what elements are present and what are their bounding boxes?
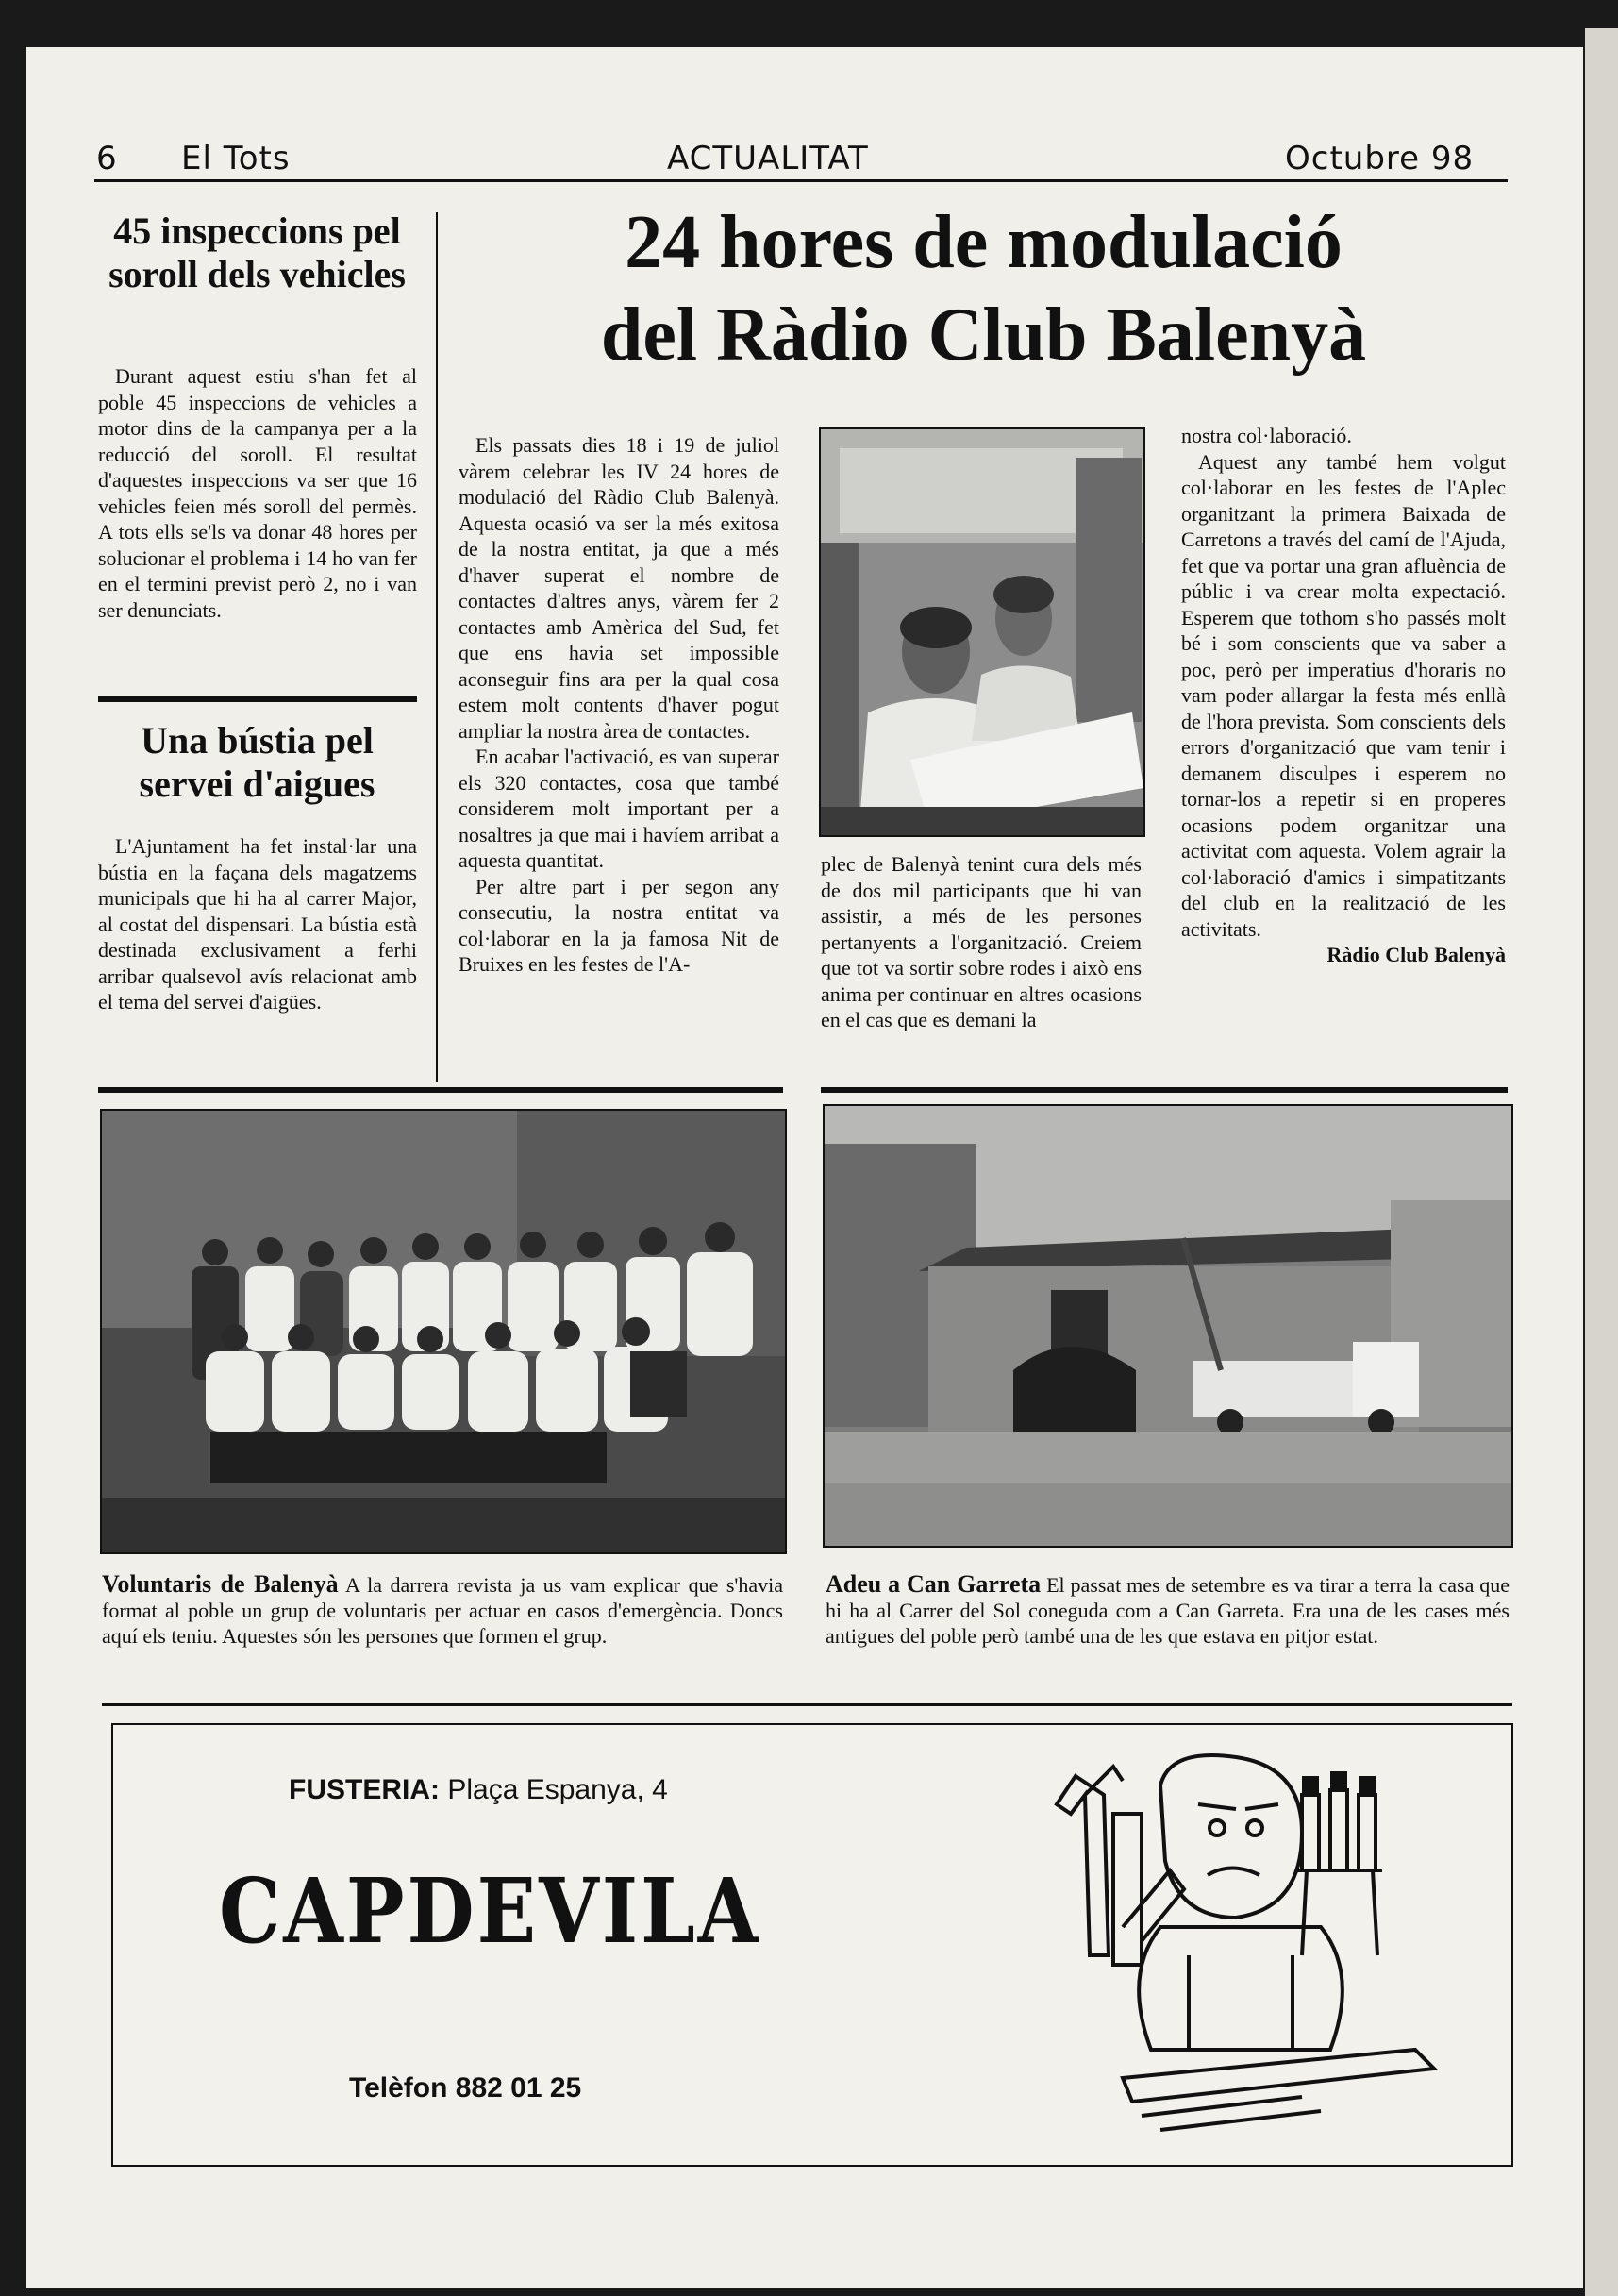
bustia-headline: Una bústia pel servei d'aigues [139, 719, 375, 805]
radio-column-3 [1181, 423, 1506, 968]
ad-phone: Telèfon 882 01 25 [349, 2072, 582, 2103]
adjacent-page-edge [1585, 28, 1618, 2296]
voluntaris-caption [102, 1571, 783, 1649]
soroll-body: Durant aquest estiu s'han fet al poble 45 inspeccions de vehicles a motor dins de la campanya per a la reducció del soroll. El resultat d'aquestes inspeccions va ser que 16 vehicles feien més soroll del permès. A tots ells se'ls va donar 48 hores per solucionar el problema i 14 ho van fer en el termini previst però 2, no i van ser denunciats. [98, 364, 417, 622]
soroll-article [98, 363, 417, 623]
radio-col3-paragraph: Aquest any també hem volgut col·laborar en les festes de l'Aplec organitzant la primera Baixada de Carretons a través del camí de l'Ajuda, fet que va portar una gran afluència de públic i va crear molta expectació. Esperem que tothom s'ho passés molt bé i som conscients que va saber a poc, però per imperatius d'horaris no vam poder allargar la festa més enllà de l'hora prevista. Som conscients dels errors d'organització que vam tenir i demanem disculpes i esperem no tornar-los a repetir si en properes ocasions podem organitzar una activitat com aquesta. Volem agrair la col·laboració d'amics i simpatitzants del club en la realització de les activitats. [1181, 449, 1506, 941]
radio-headline [453, 196, 1514, 381]
ad-brand: CAPDEVILA [219, 1859, 761, 1965]
issue-date: Octubre 98 [1285, 140, 1475, 177]
capdevila-advertisement [111, 1723, 1513, 2167]
radio-column-2 [821, 851, 1142, 1033]
radio-operators-photo [819, 427, 1145, 837]
radio-paragraph-2: En acabar l'activació, es van superar els 320 contactes, cosa que també considerem molt important per a nosaltres ja que mai i havíem arribat a aquesta quantitat. [459, 745, 779, 872]
bustia-body: L'Ajuntament ha fet instal·lar una bústia en la façana dels magatzems municipals que hi ha al carrer Major, al costat del dispensari. La bústia està destinada exclusivament a ferhi arribar qualsevol avís relacionat amb el tema del servei d'aigües. [98, 834, 417, 1014]
garreta-caption-title: Adeu a Can Garreta [826, 1570, 1042, 1598]
voluntaris-caption-title: Voluntaris de Balenyà [102, 1570, 339, 1598]
ad-top-rule [102, 1703, 1512, 1706]
radio-headline-line1: 24 hores de modulació [625, 201, 1343, 284]
voluntaris-group-photo [100, 1109, 787, 1554]
publication-name: El Tots [181, 140, 291, 177]
ad-address-line [289, 1774, 668, 1806]
radio-col2-text: plec de Balenyà tenint cura dels més de dos mil participants que hi van assistir, a més de les persones pertanyents a l'organització. Creiem que tot va sortir sobre rodes i això ens anima per continuar en altres ocasions en el cas que es demani la [821, 852, 1142, 1031]
bustia-article [98, 833, 417, 1015]
radio-col3-start: nostra col·laboració. [1181, 424, 1352, 447]
garreta-caption-text: El passat mes de setembre es va tirar a terra la casa que hi ha al Carrer del Sol coneguda com a Can Garreta. Era una de les cases més antigues del poble però també una de les que estava en pitjor estat. [826, 1573, 1510, 1648]
column-divider [436, 212, 438, 1082]
radio-column-1 [459, 432, 779, 978]
radio-headline-line2: del Ràdio Club Balenyà [600, 293, 1367, 377]
radio-paragraph-3: Per altre part i per segon any consecutiu, la nostra entitat va col·laborar en la ja famosa Nit de Bruixes en les festes de l'A- [459, 874, 779, 976]
garreta-caption [826, 1571, 1510, 1649]
ad-address: Plaça Espanya, 4 [440, 1774, 668, 1805]
photo-rule-right [821, 1087, 1508, 1093]
voluntaris-caption-text: A la darrera revista ja us vam explicar que s'havia format al poble un grup de voluntaris per actuar en casos d'emergència. Doncs aquí els teniu. Aquestes són les persones que formen el grup. [102, 1573, 784, 1648]
header-rule [94, 179, 1508, 182]
column-rule [98, 696, 417, 702]
section-title: ACTUALITAT [667, 140, 869, 177]
soroll-headline: 45 inspeccions pel soroll dels vehicles [108, 209, 406, 295]
can-garreta-photo [823, 1104, 1513, 1548]
photo-rule-left [98, 1087, 783, 1093]
radio-signature: Ràdio Club Balenyà [1326, 943, 1506, 966]
ad-label: FUSTERIA: [289, 1774, 440, 1805]
carpenter-illustration [1019, 1738, 1453, 2154]
page-number: 6 [96, 140, 118, 177]
radio-paragraph-1: Els passats dies 18 i 19 de juliol vàrem celebrar les IV 24 hores de modulació del Ràdio Club Balenyà. Aquesta ocasió va ser la més exitosa de la nostra entitat, ja que a més d'haver superat el nombre de contactes d'altres anys, vàrem fer 2 contactes amb Amèrica del Sud, fet que ens havia set impossible aconseguir fins ara per la qual cosa estem molt contents d'haver pogut ampliar la nostra àrea de contactes. [459, 433, 779, 743]
